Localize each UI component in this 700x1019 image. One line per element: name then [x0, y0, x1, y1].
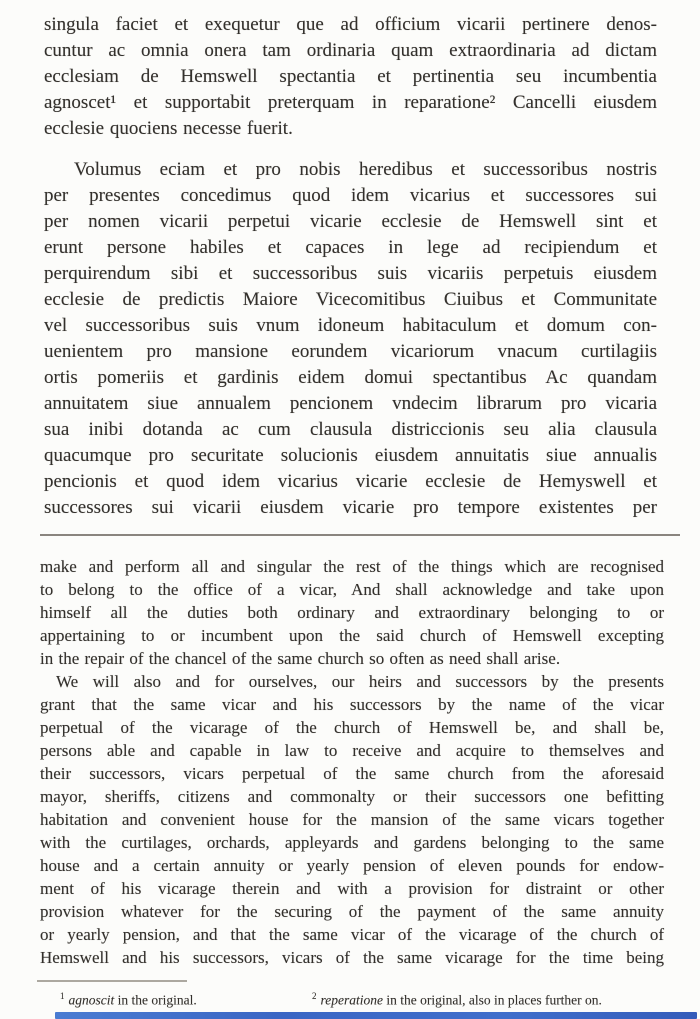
- latin-text-section: [44, 12, 657, 521]
- footnote-1: [60, 988, 312, 1009]
- footnote-marker: 2: [312, 991, 317, 1001]
- text-line: perpetual of the vicarage of the church of Hemswell be, and shall be,: [40, 718, 664, 737]
- text-line: annuitatem siue annualem pencionem vndecim librarum pro vicaria: [44, 393, 657, 414]
- text-line: agnoscet¹ et supportabit preterquam in reparatione² Cancelli eiusdem: [44, 92, 657, 113]
- text-line: ecclesie quociens necesse fuerit.: [44, 118, 293, 139]
- footnote-term: reperatione: [320, 992, 383, 1008]
- text-line: erunt persone habiles et capaces in lege ad recipiendum et: [44, 237, 657, 258]
- english-paragraph-1: [40, 555, 664, 670]
- text-line: We will also and for ourselves, our heirs and successors by the presents: [56, 672, 664, 691]
- footnote-term: agnoscit: [68, 992, 115, 1008]
- text-line: mayor, sheriffs, citizens and commonalty or their successors one befitting: [40, 787, 664, 806]
- footnote-marker: 1: [60, 991, 65, 1001]
- scan-artifact-blue-bar: [55, 1012, 697, 1019]
- footnote-separator-rule: [37, 980, 187, 982]
- text-line: Volumus eciam et pro nobis heredibus et successoribus nostris: [74, 159, 657, 180]
- latin-paragraph-1: [44, 12, 657, 142]
- footnote-2: [312, 988, 687, 1009]
- text-line: grant that the same vicar and his successors by the name of the vicar: [40, 695, 664, 714]
- text-line: to belong to the office of a vicar, And shall acknowledge and take upon: [40, 580, 664, 599]
- text-line: persons able and capable in law to receive and acquire to themselves and: [40, 741, 664, 760]
- text-line: with the curtilages, orchards, appleyards and gardens belonging to the same: [40, 833, 664, 852]
- text-line: habitation and convenient house for the mansion of the same vicars together: [40, 810, 664, 829]
- text-line: successores sui vicarii eiusdem vicarie pro tempore existentes per: [44, 497, 657, 518]
- text-line: ecclesie de predictis Maiore Vicecomitibus Ciuibus et Communitate: [44, 289, 657, 310]
- text-line: quacumque pro securitate solucionis eiusdem annuitatis siue annualis: [44, 445, 657, 466]
- text-line: or yearly pension, and that the same vicar of the vicarage of the church of: [40, 925, 664, 944]
- text-line: ecclesiam de Hemswell spectantia et pertinentia seu incumbentia: [44, 66, 657, 87]
- english-paragraph-2: [40, 670, 664, 969]
- text-line: himself all the duties both ordinary and extraordinary belonging to or: [40, 603, 664, 622]
- text-line: per nomen vicarii perpetui vicarie ecclesie de Hemswell sint et: [44, 211, 657, 232]
- text-line: per presentes concedimus quod idem vicarius et successores sui: [44, 185, 657, 206]
- text-line: ortis pomeriis et gardinis eidem domui spectantibus Ac quandam: [44, 367, 657, 388]
- text-line: pencionis et quod idem vicarius vicarie ecclesie de Hemyswell et: [44, 471, 657, 492]
- english-translation-section: [40, 555, 664, 969]
- section-divider-rule: [40, 534, 680, 536]
- text-line: singula faciet et exequetur que ad officium vicarii pertinere denos-: [44, 14, 657, 35]
- footnote-text: in the original, also in places further on.: [382, 992, 602, 1008]
- latin-paragraph-2: [44, 157, 657, 521]
- text-line: vel successoribus suis vnum idoneum habitaculum et domum con-: [44, 315, 657, 336]
- footnotes: [42, 988, 687, 1009]
- text-line: appertaining to or incumbent upon the said church of Hemswell excepting: [40, 626, 664, 645]
- text-line: house and a certain annuity or yearly pension of eleven pounds for endow-: [40, 856, 664, 875]
- text-line: Hemswell and his successors, vicars of the same vicarage for the time being: [40, 948, 664, 967]
- text-line: provision whatever for the securing of the payment of the same annuity: [40, 902, 664, 921]
- text-line: their successors, vicars perpetual of the same church from the aforesaid: [40, 764, 664, 783]
- text-line: make and perform all and singular the rest of the things which are recognised: [40, 557, 664, 576]
- text-line: perquirendum sibi et successoribus suis vicariis perpetuis eiusdem: [44, 263, 657, 284]
- text-line: sua inibi dotanda ac cum clausula districcionis seu alia clausula: [44, 419, 657, 440]
- text-line: cuntur ac omnia onera tam ordinaria quam extraordinaria ad dictam: [44, 40, 657, 61]
- text-line: in the repair of the chancel of the same church so often as need shall arise.: [40, 649, 561, 668]
- text-line: uenientem pro mansione eorundem vicariorum vnacum curtilagiis: [44, 341, 657, 362]
- footnote-text: in the original.: [114, 992, 197, 1008]
- text-line: ment of his vicarage therein and with a provision for distraint or other: [40, 879, 664, 898]
